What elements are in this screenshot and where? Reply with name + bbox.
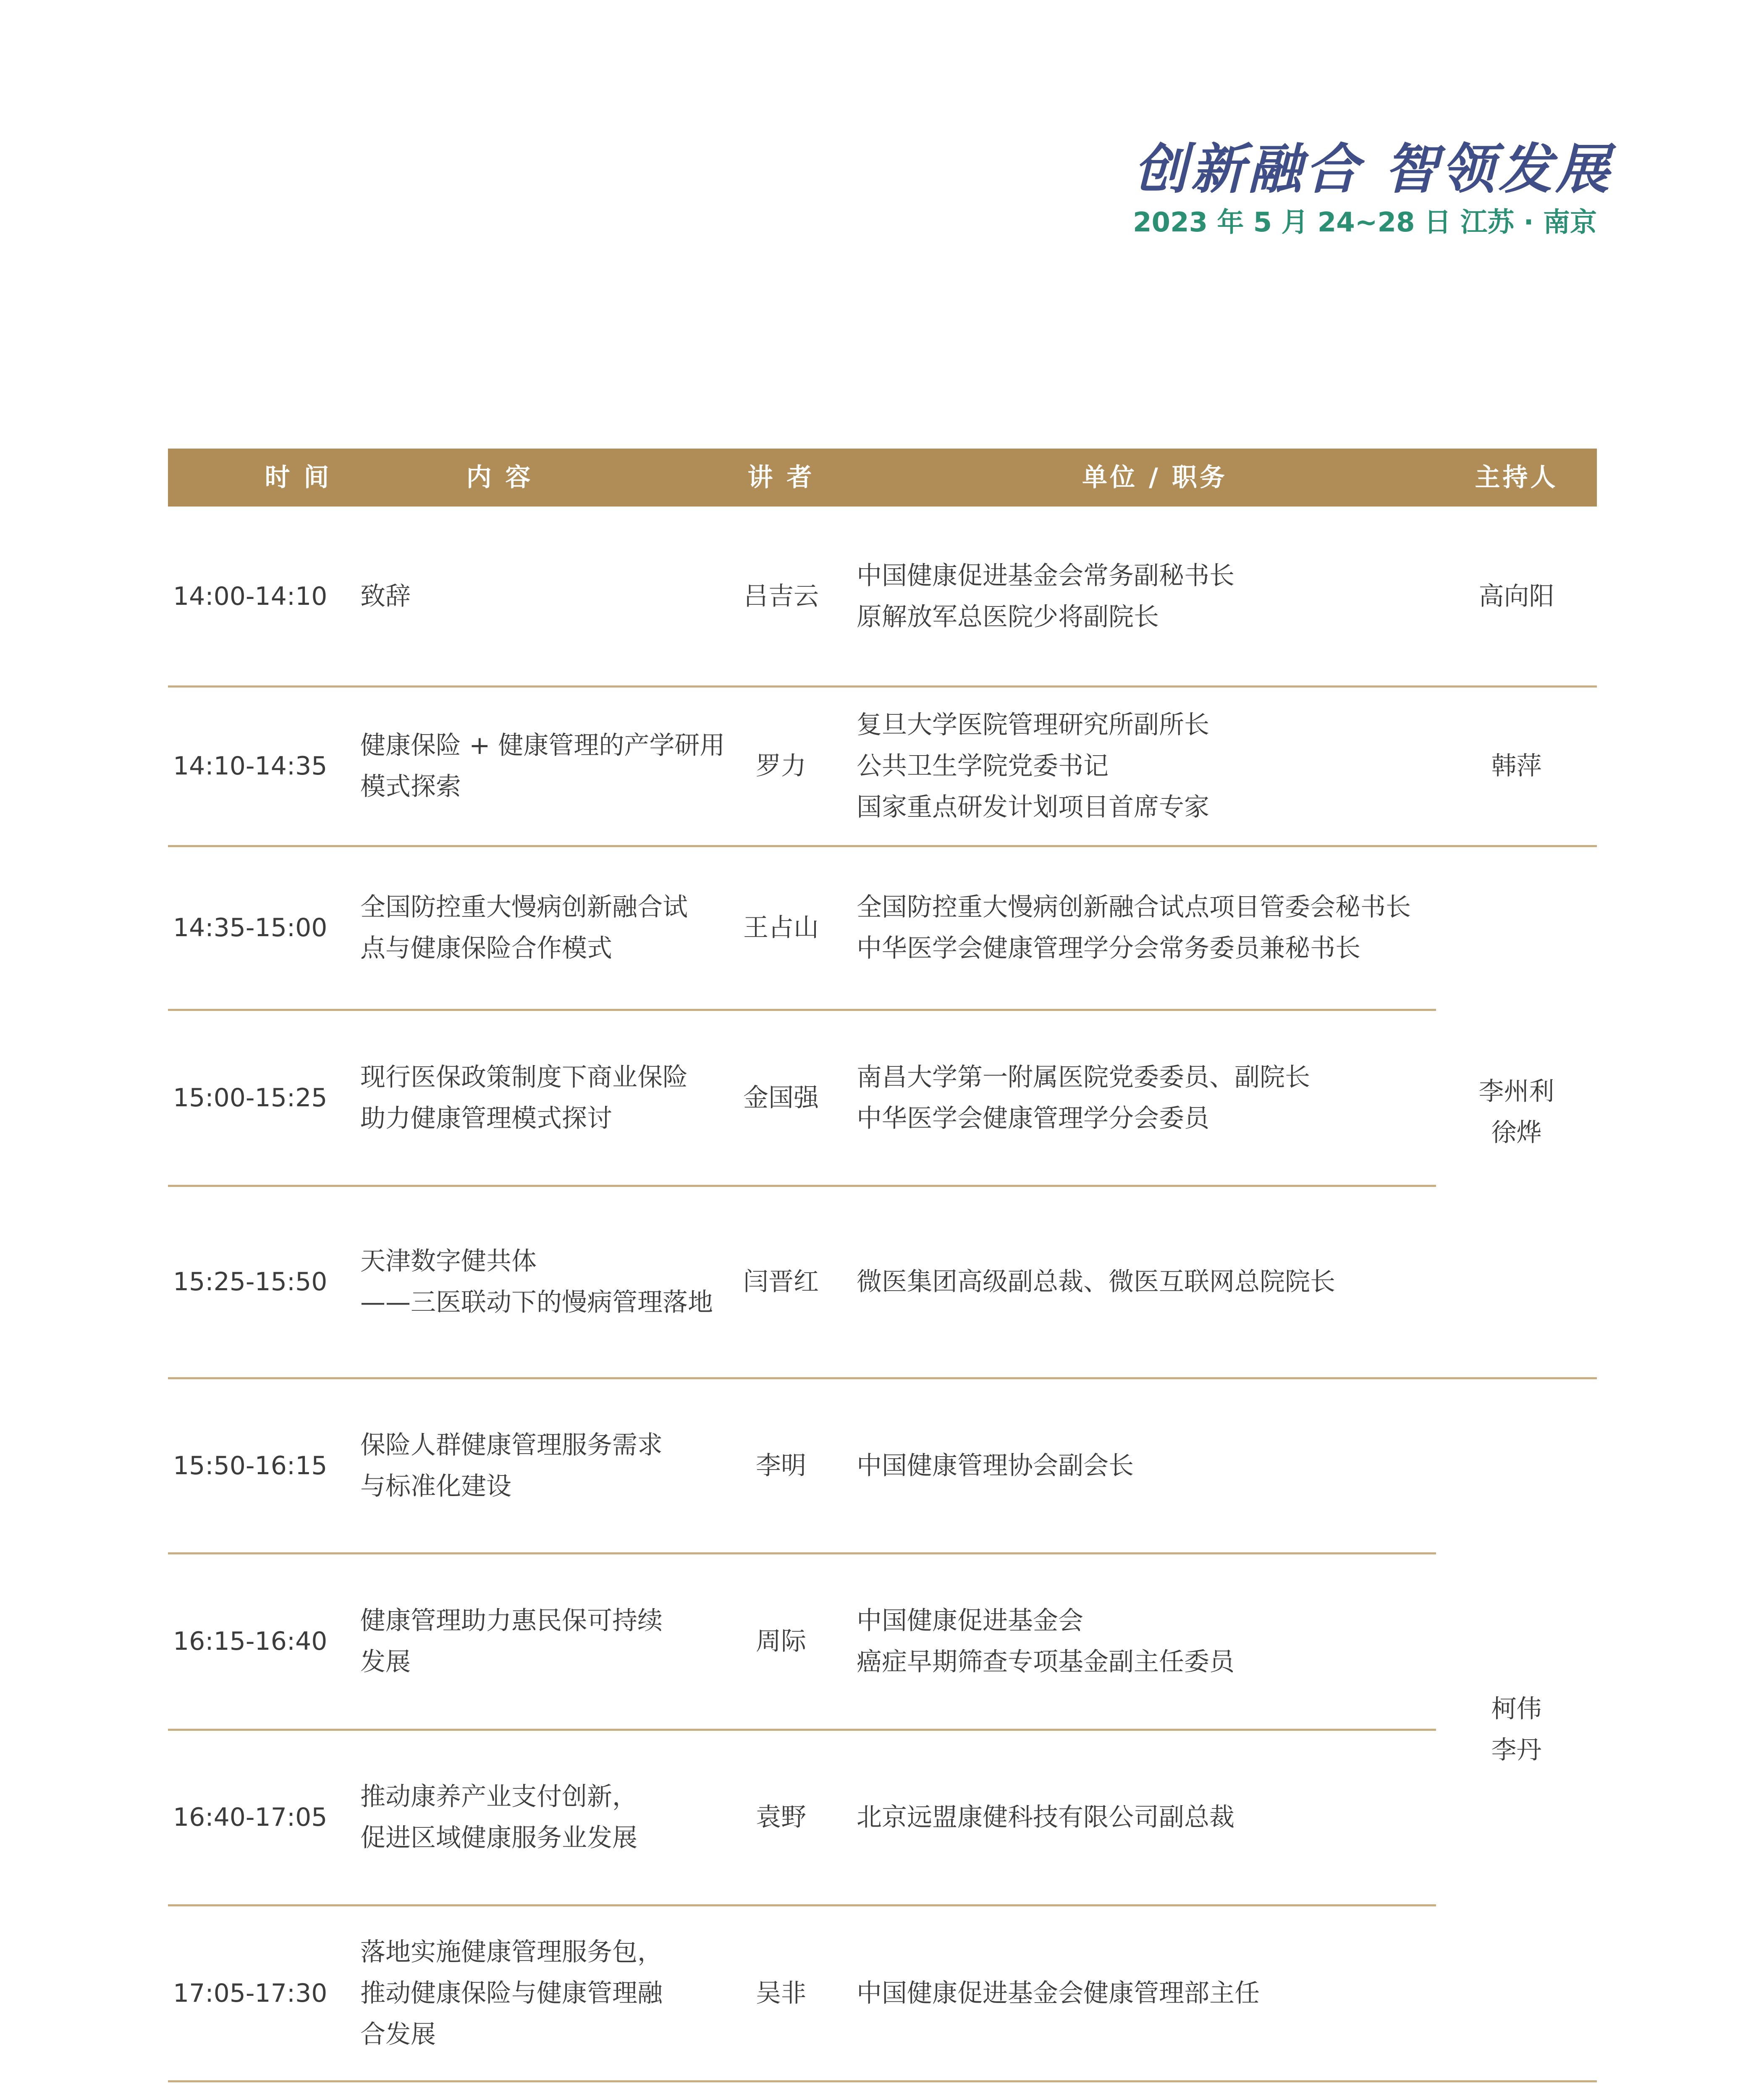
row-7-unit-line-2: 癌症早期筛查专项基金副主任委员 [857, 1647, 1235, 1677]
row-7-topic-line-1: 健康管理助力惠民保可持续 [360, 1606, 663, 1635]
row-7-topic-line-2: 发展 [360, 1647, 411, 1677]
row-5-topic-line-1: 天津数字健共体 [360, 1247, 537, 1276]
row-3-time: 14:35-15:00 [173, 913, 328, 942]
row-4-topic-line-2: 助力健康管理模式探讨 [360, 1103, 612, 1133]
row-1-topic-line-1: 致辞 [360, 582, 411, 611]
row-6-topic-line-1: 保险人群健康管理服务需求 [360, 1430, 663, 1460]
host-name: 徐烨 [1491, 1118, 1542, 1147]
row-7-time: 16:15-16:40 [173, 1627, 328, 1656]
host-name: 李丹 [1491, 1735, 1542, 1765]
row-4-topic [360, 1010, 738, 1186]
row-4-time: 15:00-15:25 [173, 1083, 328, 1113]
row-9-topic-line-3: 合发展 [360, 2019, 436, 2049]
row-3-topic [360, 846, 738, 1010]
row-2-time: 14:10-14:35 [173, 751, 328, 781]
row-3-topic-line-1: 全国防控重大慢病创新融合试 [360, 892, 688, 922]
host-name: 韩萍 [1491, 751, 1542, 781]
row-8-topic-line-2: 促进区域健康服务业发展 [360, 1823, 637, 1853]
row-1-speaker: 吕吉云 [743, 582, 819, 611]
row-5-time: 15:25-15:50 [173, 1267, 328, 1297]
row-5-unit [857, 1186, 1436, 1378]
row-6-topic-line-2: 与标准化建设 [360, 1471, 511, 1501]
row-9-unit-line-1: 中国健康促进基金会健康管理部主任 [857, 1978, 1260, 2008]
host-cell-4 [1436, 1378, 1597, 2081]
row-1-topic [360, 507, 738, 686]
row-3-unit-line-2: 中华医学会健康管理学分会常务委员兼秘书长 [857, 934, 1360, 963]
row-2-topic-line-2: 模式探索 [360, 772, 461, 801]
row-5-topic-line-2: ——三医联动下的慢病管理落地 [360, 1288, 713, 1317]
row-6-unit-line-1: 中国健康管理协会副会长 [857, 1451, 1134, 1480]
row-4-unit [857, 1010, 1436, 1186]
table-bottom-border [168, 2080, 1597, 2082]
row-8-topic [360, 1730, 738, 1905]
col-time-header: 时 间 [265, 463, 332, 492]
row-8-time: 16:40-17:05 [173, 1803, 328, 1832]
row-2-topic [360, 686, 738, 846]
row-3-unit [857, 846, 1436, 1010]
row-2-unit-line-2: 公共卫生学院党委书记 [857, 751, 1109, 781]
col-unit-header: 单位 / 职务 [1082, 463, 1227, 492]
row-3-speaker: 王占山 [743, 913, 819, 942]
row-1-unit-line-1: 中国健康促进基金会常务副秘书长 [857, 561, 1235, 591]
col-topic-header: 内 容 [466, 463, 533, 492]
row-7-topic [360, 1553, 738, 1730]
row-6-time: 15:50-16:15 [173, 1451, 328, 1480]
row-9-topic-line-1: 落地实施健康管理服务包， [360, 1937, 663, 1967]
row-2-topic-line-1: 健康保险 + 健康管理的产学研用 [360, 731, 725, 760]
row-9-unit [857, 1905, 1436, 2081]
host-cell-3 [1436, 846, 1597, 1378]
event-slogan: 创新融合 智领发展 [1134, 138, 1613, 201]
row-8-unit [857, 1730, 1436, 1905]
event-date-location: 2023 年 5 月 24~28 日 江苏 · 南京 [1133, 207, 1597, 238]
row-9-time: 17:05-17:30 [173, 1978, 328, 2008]
row-6-speaker: 李明 [756, 1451, 806, 1480]
row-1-time: 14:00-14:10 [173, 582, 328, 611]
row-3-unit-line-1: 全国防控重大慢病创新融合试点项目管委会秘书长 [857, 892, 1411, 922]
host-name: 李州利 [1478, 1076, 1554, 1106]
row-6-unit [857, 1378, 1436, 1553]
row-7-unit-line-1: 中国健康促进基金会 [857, 1606, 1083, 1635]
row-5-unit-line-1: 微医集团高级副总裁、微医互联网总院院长 [857, 1267, 1335, 1297]
row-7-unit [857, 1553, 1436, 1730]
row-9-topic [360, 1905, 738, 2081]
row-7-speaker: 周际 [756, 1627, 806, 1656]
row-5-topic [360, 1186, 738, 1378]
row-2-unit-line-1: 复旦大学医院管理研究所副所长 [857, 710, 1209, 740]
table-header [168, 449, 1597, 507]
row-1-unit [857, 507, 1436, 686]
row-8-speaker: 袁野 [756, 1803, 806, 1832]
row-5-speaker: 闫晋红 [743, 1267, 819, 1297]
host-cell-2 [1436, 686, 1597, 846]
row-2-unit-line-3: 国家重点研发计划项目首席专家 [857, 793, 1209, 822]
row-8-topic-line-1: 推动康养产业支付创新， [360, 1782, 637, 1811]
row-4-unit-line-2: 中华医学会健康管理学分会委员 [857, 1103, 1209, 1133]
row-3-topic-line-2: 点与健康保险合作模式 [360, 934, 612, 963]
row-4-topic-line-1: 现行医保政策制度下商业保险 [360, 1062, 688, 1092]
col-host-header: 主持人 [1475, 463, 1558, 492]
row-8-unit-line-1: 北京远盟康健科技有限公司副总裁 [857, 1803, 1235, 1832]
row-2-unit [857, 686, 1436, 846]
row-1-unit-line-2: 原解放军总医院少将副院长 [857, 602, 1159, 632]
row-4-speaker: 金国强 [743, 1083, 819, 1113]
host-name: 高向阳 [1478, 582, 1554, 611]
host-name: 柯伟 [1491, 1694, 1542, 1724]
row-6-topic [360, 1378, 738, 1553]
col-speaker-header: 讲 者 [747, 463, 815, 492]
row-9-speaker: 吴非 [756, 1978, 806, 2008]
row-4-unit-line-1: 南昌大学第一附属医院党委委员、副院长 [857, 1062, 1310, 1092]
row-9-topic-line-2: 推动健康保险与健康管理融 [360, 1978, 663, 2008]
host-cell-1 [1436, 507, 1597, 686]
row-2-speaker: 罗力 [756, 751, 806, 781]
